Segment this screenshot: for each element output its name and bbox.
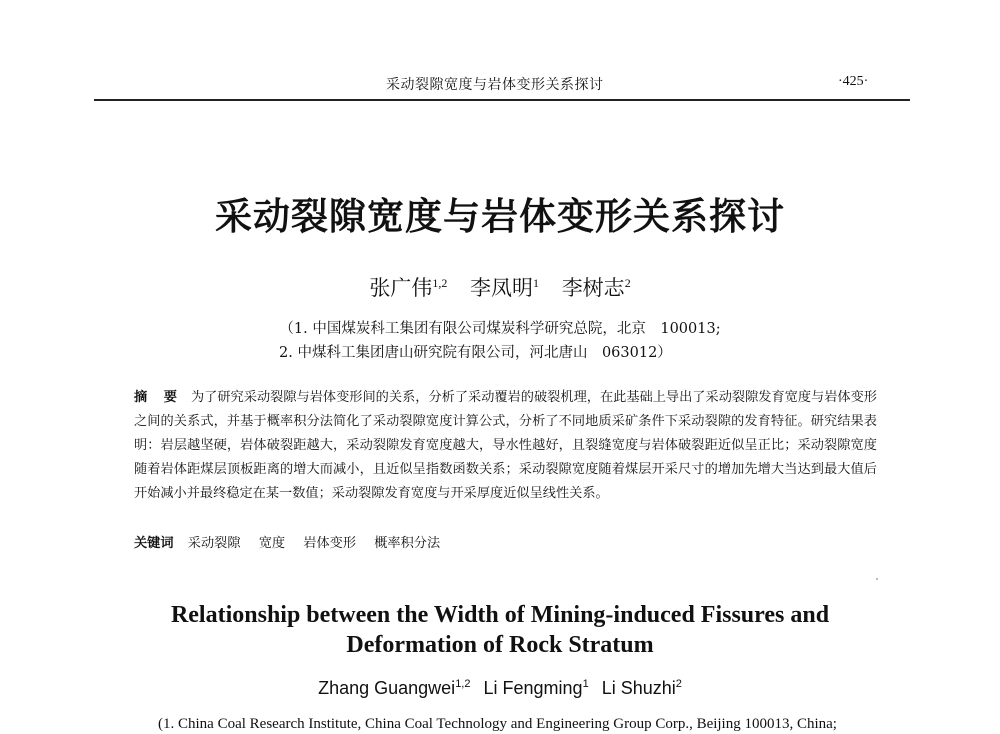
- scan-speck: [876, 578, 878, 580]
- keywords: [134, 532, 454, 551]
- author-affiliation-mark: 1,2: [455, 678, 471, 690]
- affiliation-cn-2: 2. 中煤科工集团唐山研究院有限公司，河北唐山 063012）: [279, 345, 672, 361]
- abstract-label: 摘 要: [134, 390, 183, 405]
- author-list-cn: [0, 272, 1000, 302]
- author-list-en: [0, 678, 1000, 699]
- paper-title-en: [0, 600, 1000, 660]
- abstract: [134, 386, 877, 506]
- author-en: Zhang Guangwei$^{1,2}$: [318, 678, 471, 698]
- author-cn: 李凤明$^1$: [470, 276, 539, 300]
- abstract-text: 为了研究采动裂隙与岩体变形间的关系，分析了采动覆岩的破裂机理，在此基础上导出了采动裂隙发育宽度与岩体变形之间的关系式，并基于概率积分法简化了采动裂隙宽度计算公式，分析了不同地质采矿条件下采动裂隙的发育特征。研究结果表明：岩层越坚硬，岩体破裂距越大，采动裂隙发育宽度越大，导水性越好，且裂缝宽度与岩体破裂距近似呈正比；采动裂隙宽度随着岩体距煤层顶板距离的增大而减小，且近似呈指数函数关系；采动裂隙宽度随着煤层开采尺寸的增加先增大当达到最大值后开始减小并最终稳定在某一数值；采动裂隙发育宽度与开采厚度近似呈线性关系。: [134, 390, 877, 501]
- author-affiliation-mark: 2: [675, 678, 682, 690]
- keyword: 概率积分法: [374, 536, 441, 551]
- paper-title-en-line-2: Deformation of Rock Stratum: [346, 632, 654, 658]
- author-affiliation-mark: 2: [624, 276, 631, 290]
- affiliation-cn-1: （1. 中国煤炭科工集团有限公司煤炭科学研究总院，北京 100013;: [279, 321, 721, 337]
- author-cn: 李树志$^2$: [561, 276, 631, 300]
- running-title: 采动裂隙宽度与岩体变形关系探讨: [386, 77, 604, 93]
- author-cn: 张广伟$^{1,2}$: [369, 276, 448, 300]
- keyword: 岩体变形: [303, 536, 357, 551]
- author-en: Li Fengming$^1$: [483, 678, 589, 698]
- author-en: Li Shuzhi$^2$: [601, 678, 682, 698]
- paper-title-en-line-1: Relationship between the Width of Mining-induced Fissures and: [170, 602, 830, 628]
- paper-title-cn: 采动裂隙宽度与岩体变形关系探讨: [215, 194, 785, 238]
- author-affiliation-mark: 1,2: [432, 276, 448, 290]
- keywords-label: 关键词: [134, 536, 174, 551]
- keyword: 宽度: [258, 536, 286, 551]
- page-number: ·425·: [838, 74, 869, 89]
- affiliation-en-1: (1. China Coal Research Institute, China Coal Technology and Engineering Group Corp., Beijing 100013, China;: [158, 716, 837, 732]
- author-affiliation-mark: 1: [582, 678, 589, 690]
- keyword: 采动裂隙: [187, 536, 241, 551]
- author-affiliation-mark: 1: [533, 276, 539, 290]
- header-rule: [94, 99, 910, 101]
